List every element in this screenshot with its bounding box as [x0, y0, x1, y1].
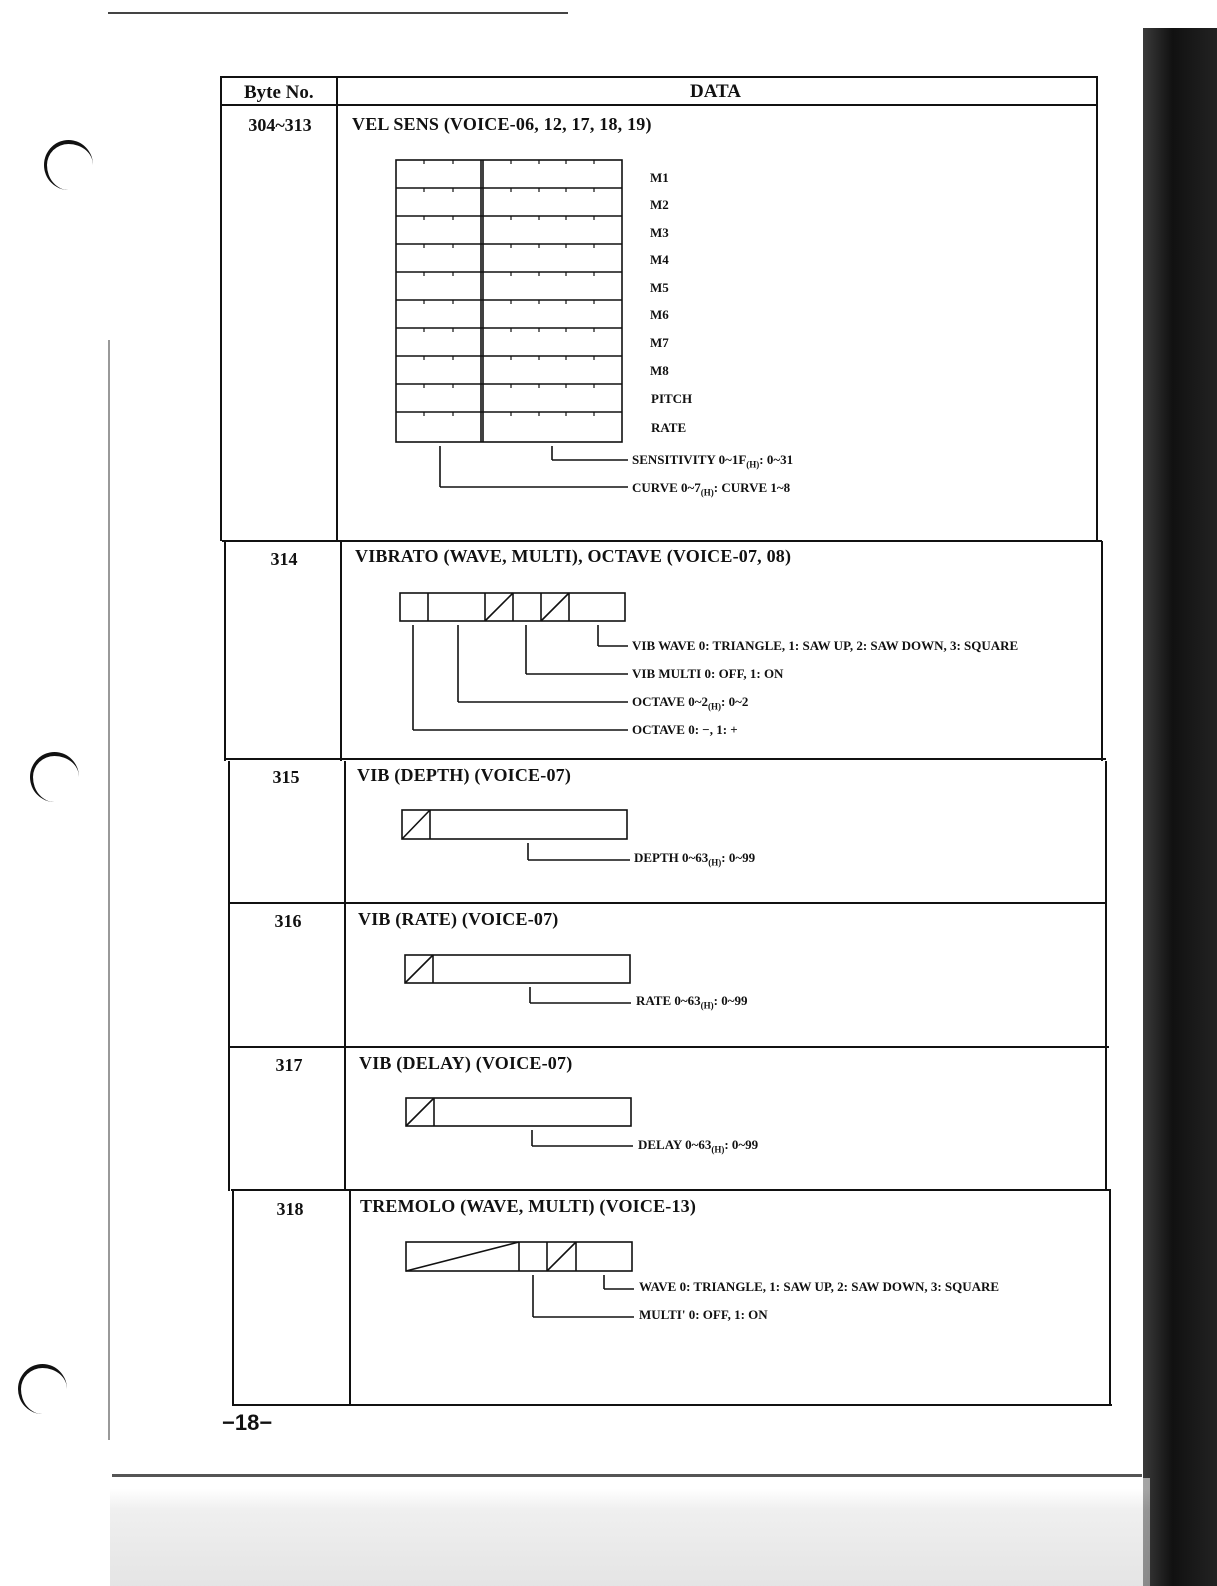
byte-number: 318: [276, 1199, 304, 1219]
hex-subscript: (H): [711, 1144, 725, 1155]
field-depth-text: DEPTH 0~63: [634, 850, 709, 865]
section-title: VIB (DELAY) (VOICE-07): [359, 1053, 573, 1073]
operator-label-m8: M8: [650, 363, 669, 378]
field-delay-decimal: : 0~99: [724, 1137, 759, 1152]
operator-label-m3: M3: [650, 225, 669, 240]
operator-label-m7: M7: [650, 335, 669, 350]
field-tremolo-multi: MULTI' 0: OFF, 1: ON: [639, 1307, 768, 1322]
hex-subscript: (H): [746, 459, 760, 470]
byte-number: 314: [270, 549, 298, 569]
field-sensitivity-text: SENSITIVITY 0~1F: [632, 452, 747, 467]
field-octave-text: OCTAVE 0~2: [632, 694, 708, 709]
operator-label-rate: RATE: [651, 420, 687, 435]
field-vib-wave: VIB WAVE 0: TRIANGLE, 1: SAW UP, 2: SAW DOWN, 3: SQUARE: [632, 638, 1019, 653]
byte-number: 316: [274, 911, 302, 931]
field-delay-text: DELAY 0~63: [638, 1137, 712, 1152]
hex-subscript: (H): [708, 701, 721, 712]
hex-subscript: (H): [700, 487, 714, 498]
hex-subscript: (H): [708, 857, 722, 868]
section-title: VIB (RATE) (VOICE-07): [358, 909, 559, 929]
field-sensitivity-range: : 0~31: [759, 452, 794, 467]
field-curve-range: : CURVE 1~8: [713, 480, 791, 495]
byte-number: 315: [272, 767, 300, 787]
operator-label-m2: M2: [650, 197, 669, 212]
header-data: DATA: [690, 81, 742, 102]
section-title: VIBRATO (WAVE, MULTI), OCTAVE (VOICE-07, 08): [355, 546, 792, 566]
operator-label-m1: M1: [650, 170, 669, 185]
field-curve-text: CURVE 0~7: [632, 480, 701, 495]
field-octave-decimal: : 0~2: [721, 694, 749, 709]
field-vib-multi: VIB MULTI 0: OFF, 1: ON: [632, 666, 784, 681]
header-byte-no: Byte No.: [244, 82, 314, 103]
hex-subscript: (H): [700, 1000, 714, 1011]
byte-number: 304~313: [248, 115, 312, 135]
field-rate-text: RATE 0~63: [636, 993, 701, 1008]
operator-label-m5: M5: [650, 280, 669, 295]
section-title: VIB (DEPTH) (VOICE-07): [357, 765, 572, 785]
section-title: VEL SENS (VOICE-06, 12, 17, 18, 19): [352, 114, 652, 134]
field-tremolo-wave: WAVE 0: TRIANGLE, 1: SAW UP, 2: SAW DOWN, 3: SQUARE: [639, 1279, 1000, 1294]
field-octave-sign: OCTAVE 0: −, 1: +: [632, 722, 738, 737]
byte-number: 317: [275, 1055, 303, 1075]
section-title: TREMOLO (WAVE, MULTI) (VOICE-13): [360, 1196, 697, 1216]
operator-label-m4: M4: [650, 252, 669, 267]
operator-label-m6: M6: [650, 307, 669, 322]
field-depth-decimal: : 0~99: [721, 850, 756, 865]
field-rate-decimal: : 0~99: [713, 993, 748, 1008]
page-number: −18−: [222, 1410, 273, 1435]
operator-label-pitch: PITCH: [651, 391, 693, 406]
